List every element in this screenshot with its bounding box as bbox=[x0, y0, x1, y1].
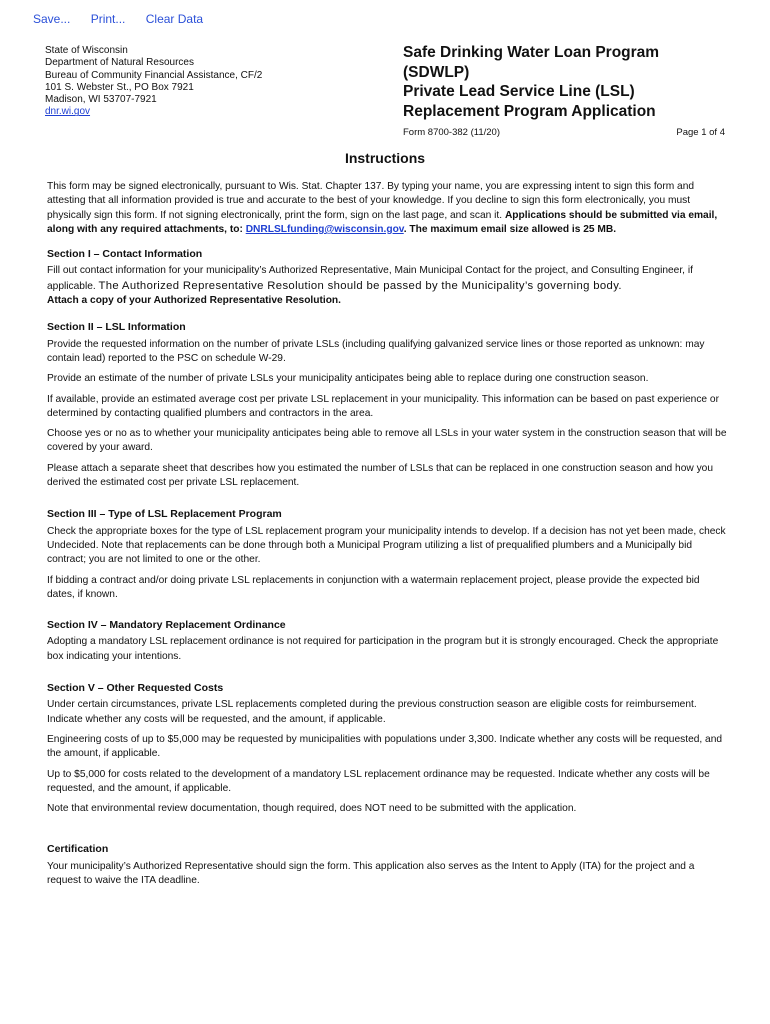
section-2-paragraph-3: If available, provide an estimated average cost per private LSL replacement in your municipality. This information can be based on past experience or determined by contacting qualified plumbers and contractors in the area. bbox=[47, 393, 719, 419]
submit-email-link[interactable]: DNRLSLfunding@wisconsin.gov bbox=[245, 223, 404, 235]
section-3-paragraph-2: If bidding a contract and/or doing private LSL replacements in conjunction with a watermain replacement project, please provide the expected bid dates, if known. bbox=[47, 574, 700, 600]
intro-paragraph bbox=[47, 180, 727, 237]
section-1-attach-note: Attach a copy of your Authorized Representative Resolution. bbox=[47, 295, 341, 307]
section-5-paragraph-2: Engineering costs of up to $5,000 may be requested by municipalities with populations under 3,300. Indicate whether any costs will be requested, and the amount, if applicable. bbox=[47, 733, 723, 760]
section-1-resolution-text: The Authorized Representative Resolution should be passed by the Municipality’s governing body. bbox=[98, 279, 622, 292]
submit-text: Applications should be submitted via email, along with any required attachments, to: bbox=[47, 209, 718, 235]
agency-department: Department of Natural Resources bbox=[45, 57, 194, 69]
form-title-block bbox=[403, 43, 725, 138]
intro-text: This form may be signed electronically, pursuant to Wis. Stat. Chapter 137. By typing your name, you are expressing intent to sign this form and attesting that all information provided is true and accurate to the best of your knowledge. If you decline to sign this form electronically, you must physically sign this form. If not signing electronically, print the form, sign on the last page, and scan it. bbox=[47, 181, 695, 221]
agency-state: State of Wisconsin bbox=[45, 45, 128, 56]
agency-bureau: Bureau of Community Financial Assistance, CF/2 bbox=[45, 69, 263, 81]
save-button[interactable]: Save... bbox=[33, 12, 71, 26]
instructions-body bbox=[47, 180, 727, 894]
section-5-paragraph-1: Under certain circumstances, private LSL replacements completed during the previous construction season are eligible costs for reimbursement. Indicate whether any costs will be requested, and the amount, if applicable. bbox=[47, 699, 697, 725]
section-3-heading: Section III – Type of LSL Replacement Program bbox=[47, 508, 282, 521]
toolbar bbox=[33, 12, 220, 26]
section-1-heading: Section I – Contact Information bbox=[47, 248, 203, 261]
section-2-paragraph-5: Please attach a separate sheet that describes how you estimated the number of LSLs that can be replaced in one construction season and how you derived the estimated cost per private LSL replacement. bbox=[47, 462, 714, 489]
submit-size-text: . The maximum email size allowed is 25 MB. bbox=[403, 223, 617, 235]
instructions-heading: Instructions bbox=[344, 150, 426, 166]
agency-website-link[interactable]: dnr.wi.gov bbox=[45, 106, 91, 118]
form-title-line-1: Safe Drinking Water Loan Program (SDWLP) bbox=[403, 44, 660, 81]
section-2-paragraph-2: Provide an estimate of the number of private LSLs your municipality anticipates being able to replace during one construction season. bbox=[47, 373, 649, 385]
certification-heading: Certification bbox=[47, 843, 109, 856]
section-4-heading: Section IV – Mandatory Replacement Ordinance bbox=[47, 619, 286, 632]
form-title-line-3: Replacement Program Application bbox=[403, 102, 656, 120]
section-1-text: Fill out contact information for your municipality’s Authorized Representative, Main Municipal Contact for the project, and Consulting Engineer, if applicable. bbox=[47, 265, 693, 292]
certification-paragraph: Your municipality’s Authorized Representative should sign the form. This application also serves as the Intent to Apply (ITA) for the project and a request to waive the ITA deadline. bbox=[47, 860, 695, 886]
section-2-paragraph-1: Provide the requested information on the number of private LSLs (including qualifying galvanized service lines or those reported as unknown: may contain lead) reported to the PSC on schedule W-29. bbox=[47, 338, 705, 364]
agency-city: Madison, WI 53707-7921 bbox=[45, 94, 157, 106]
page-number: Page 1 of 4 bbox=[676, 127, 725, 138]
section-5-paragraph-4: Note that environmental review documentation, though required, does NOT need to be submitted with the application. bbox=[47, 803, 577, 815]
section-1-paragraph bbox=[47, 264, 727, 308]
section-2-paragraph-4: Choose yes or no as to whether your municipality anticipates being able to remove all LSLs in your water system in the construction season that will be covered by your award. bbox=[47, 428, 727, 454]
section-2-heading: Section II – LSL Information bbox=[47, 321, 186, 334]
agency-street: 101 S. Webster St., PO Box 7921 bbox=[45, 81, 194, 93]
print-button[interactable]: Print... bbox=[90, 12, 126, 26]
section-3-paragraph-1: Check the appropriate boxes for the type of LSL replacement program your municipality intends to develop. If a decision has not yet been made, check Undecided. Note that replacements can be done through both a Municipal Program utilizing a list of prequalified plumbers and a Municipally bid contract; you are not limited to one or the other. bbox=[47, 525, 726, 566]
form-title-line-2: Private Lead Service Line (LSL) bbox=[403, 83, 635, 100]
clear-data-button[interactable]: Clear Data bbox=[145, 12, 204, 26]
form-number: Form 8700-382 (11/20) bbox=[403, 127, 500, 138]
agency-address-block bbox=[45, 45, 262, 119]
section-5-paragraph-3: Up to $5,000 for costs related to the development of a mandatory LSL replacement ordinance may be requested. Indicate whether any costs will be requested, and the amount, if applicable. bbox=[47, 768, 710, 794]
section-5-heading: Section V – Other Requested Costs bbox=[47, 682, 224, 695]
section-4-paragraph-1: Adopting a mandatory LSL replacement ordinance is not required for participation in the program but it is strongly encouraged. Check the appropriate box indicating your intentions. bbox=[47, 636, 719, 662]
